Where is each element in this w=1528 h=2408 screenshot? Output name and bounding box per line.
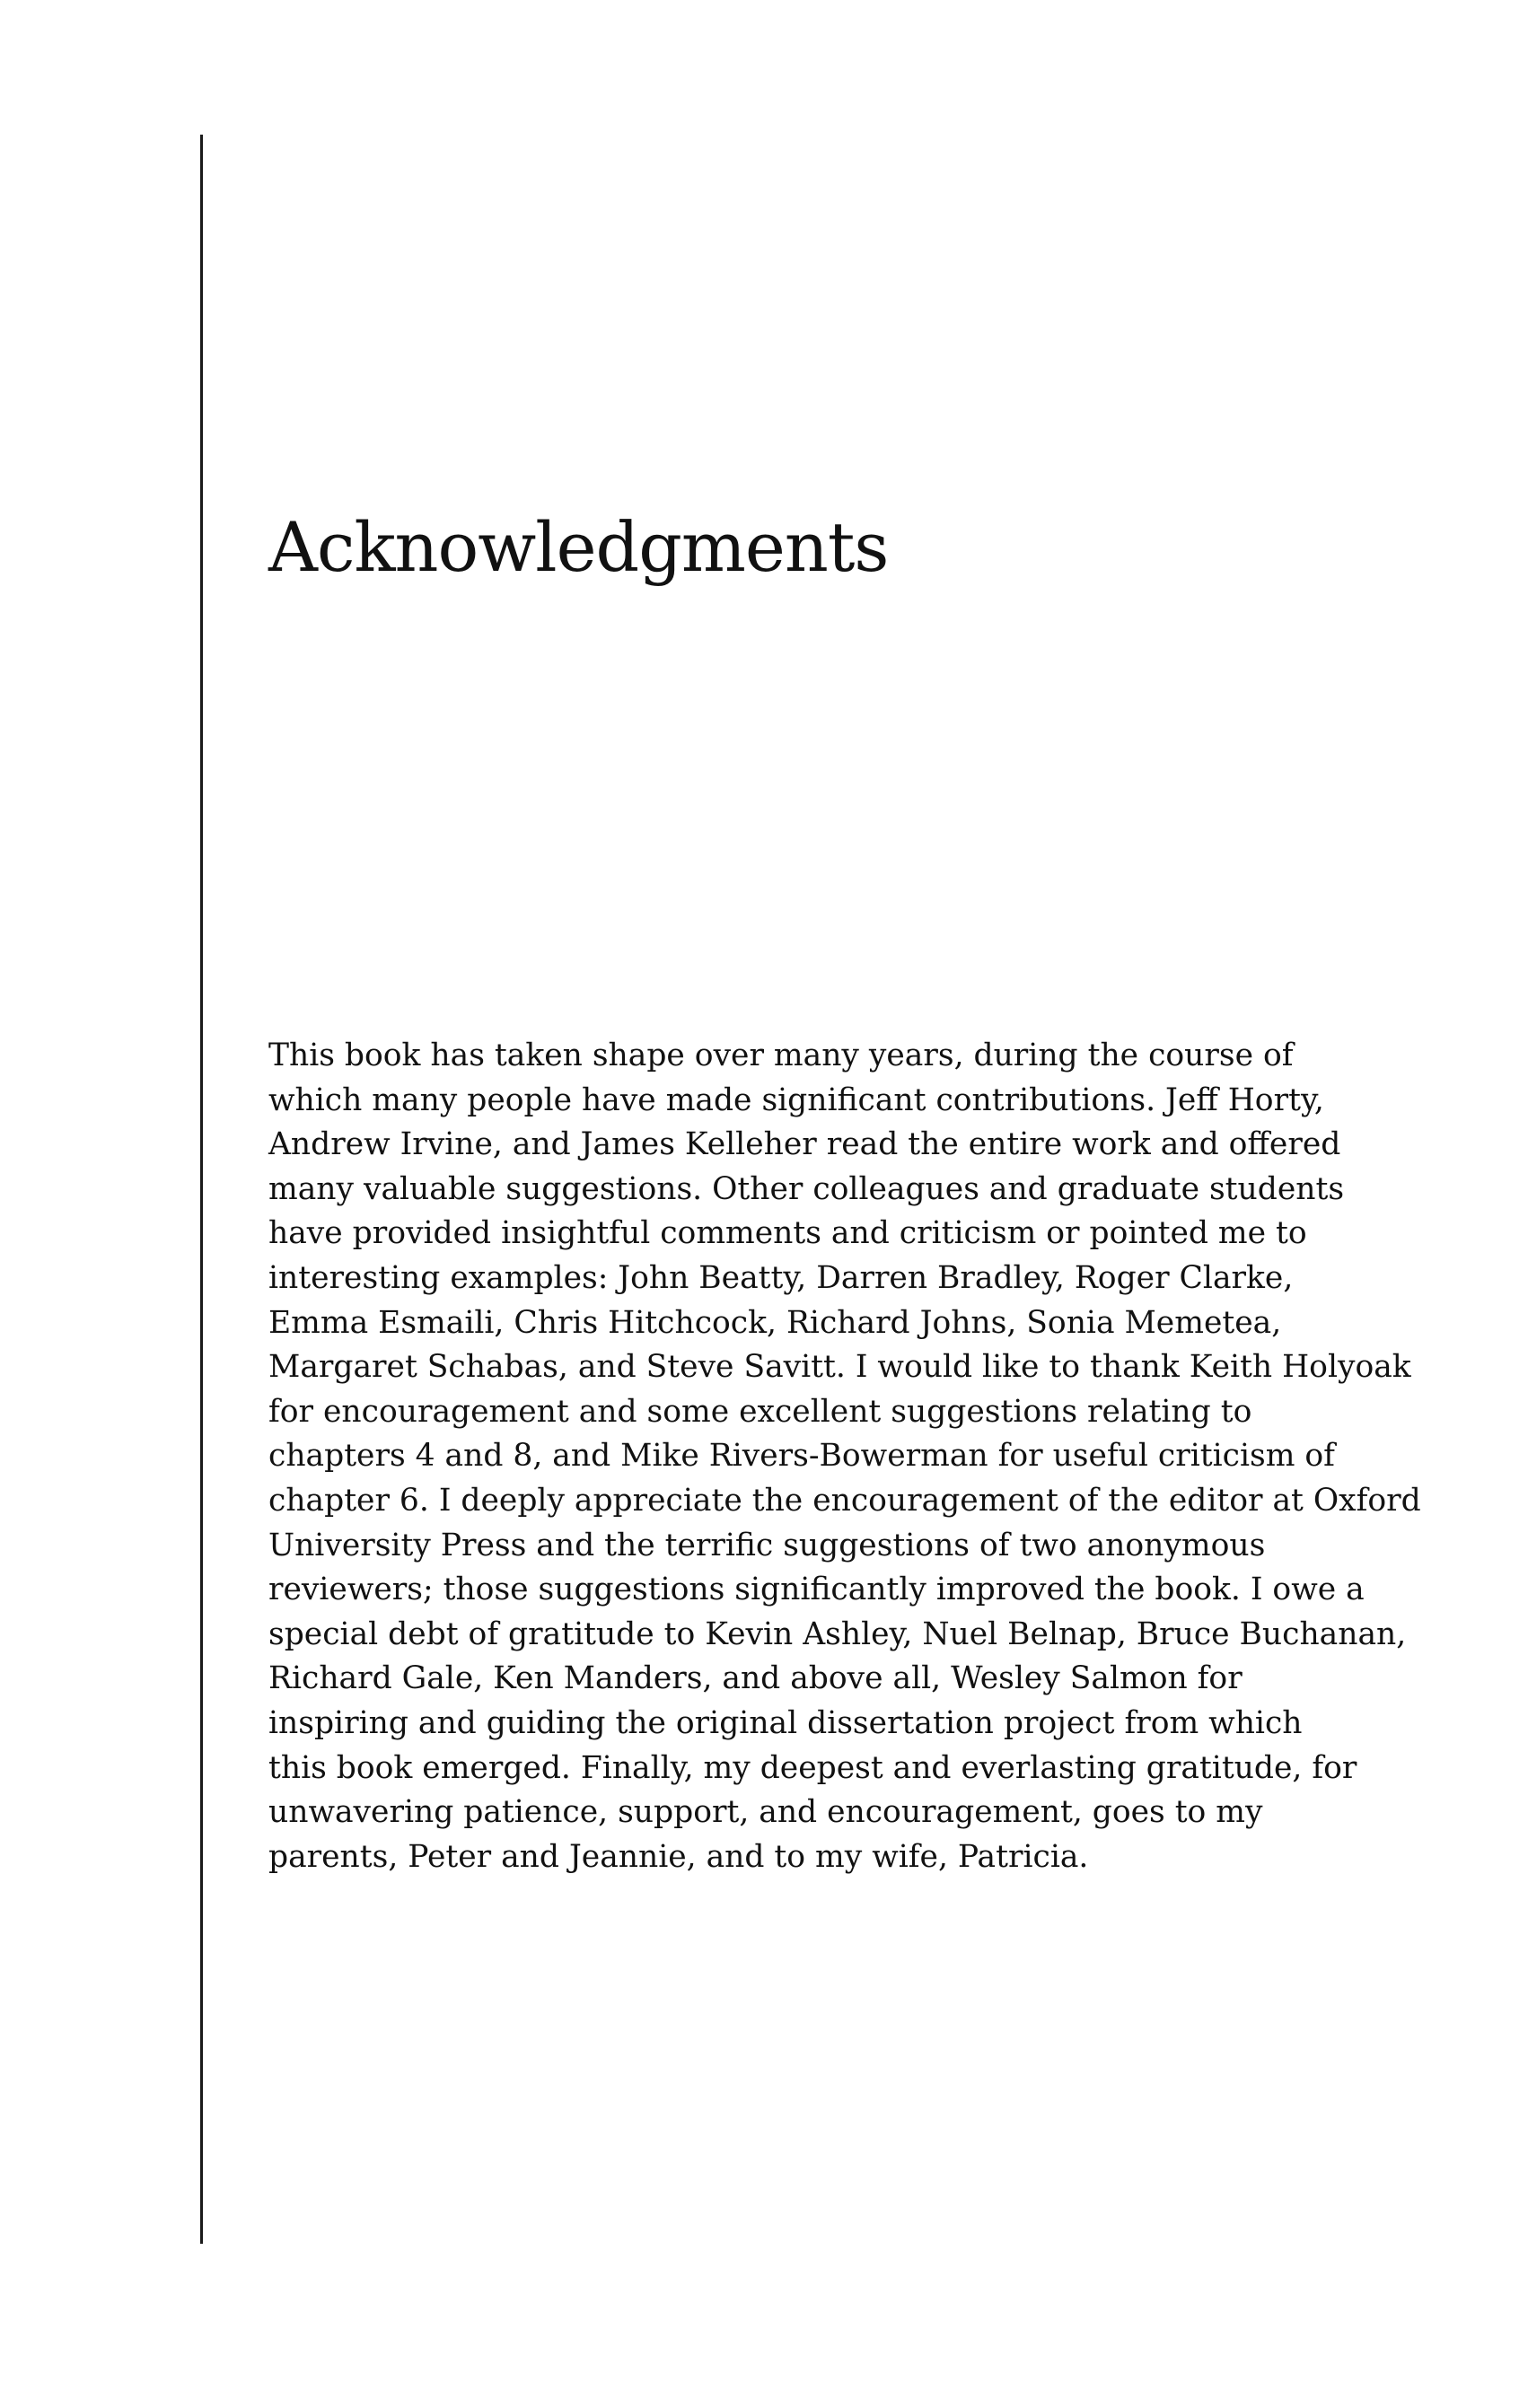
paragraph-line: interesting examples: John Beatty, Darren Bradley, Roger Clarke, — [268, 1259, 1294, 1296]
paragraph-line: which many people have made significant contributions. Jeff Horty, — [268, 1081, 1324, 1118]
paragraph-line: Margaret Schabas, and Steve Savitt. I would like to thank Keith Holyoak — [268, 1349, 1411, 1386]
paragraph-line: inspiring and guiding the original dissertation project from which — [268, 1704, 1303, 1741]
paragraph-line: reviewers; those suggestions significantly improved the book. I owe a — [268, 1572, 1365, 1608]
paragraph-line: Richard Gale, Ken Manders, and above all, Wesley Salmon for — [268, 1660, 1243, 1697]
paragraph-line: special debt of gratitude to Kevin Ashley, Nuel Belnap, Bruce Buchanan, — [268, 1616, 1407, 1652]
paragraph-line: have provided insightful comments and criticism or pointed me to — [268, 1215, 1307, 1252]
paragraph-line: for encouragement and some excellent suggestions relating to — [268, 1393, 1252, 1430]
paragraph-line: University Press and the terrific suggestions of two anonymous — [268, 1527, 1266, 1563]
paragraph-line: This book has taken shape over many years, during the course of — [268, 1038, 1294, 1073]
acknowledgments-paragraph — [268, 1034, 1421, 1879]
paragraph-line: Emma Esmaili, Chris Hitchcock, Richard Johns, Sonia Memetea, — [268, 1304, 1282, 1341]
paragraph-line: this book emerged. Finally, my deepest and everlasting gratitude, for — [268, 1749, 1357, 1786]
page-title: Acknowledgments — [268, 507, 889, 587]
paragraph-line: parents, Peter and Jeannie, and to my wife, Patricia. — [268, 1838, 1089, 1875]
paragraph-line: unwavering patience, support, and encouragement, goes to my — [268, 1794, 1263, 1831]
paragraph-line: chapters 4 and 8, and Mike Rivers-Bowerman for useful criticism of — [268, 1438, 1335, 1475]
paragraph-line: many valuable suggestions. Other colleagues and graduate students — [268, 1170, 1345, 1207]
paragraph-line: chapter 6. I deeply appreciate the encouragement of the editor at Oxford — [268, 1482, 1421, 1519]
margin-rule — [200, 135, 203, 2244]
paragraph-line: Andrew Irvine, and James Kelleher read the entire work and offered — [268, 1126, 1341, 1163]
